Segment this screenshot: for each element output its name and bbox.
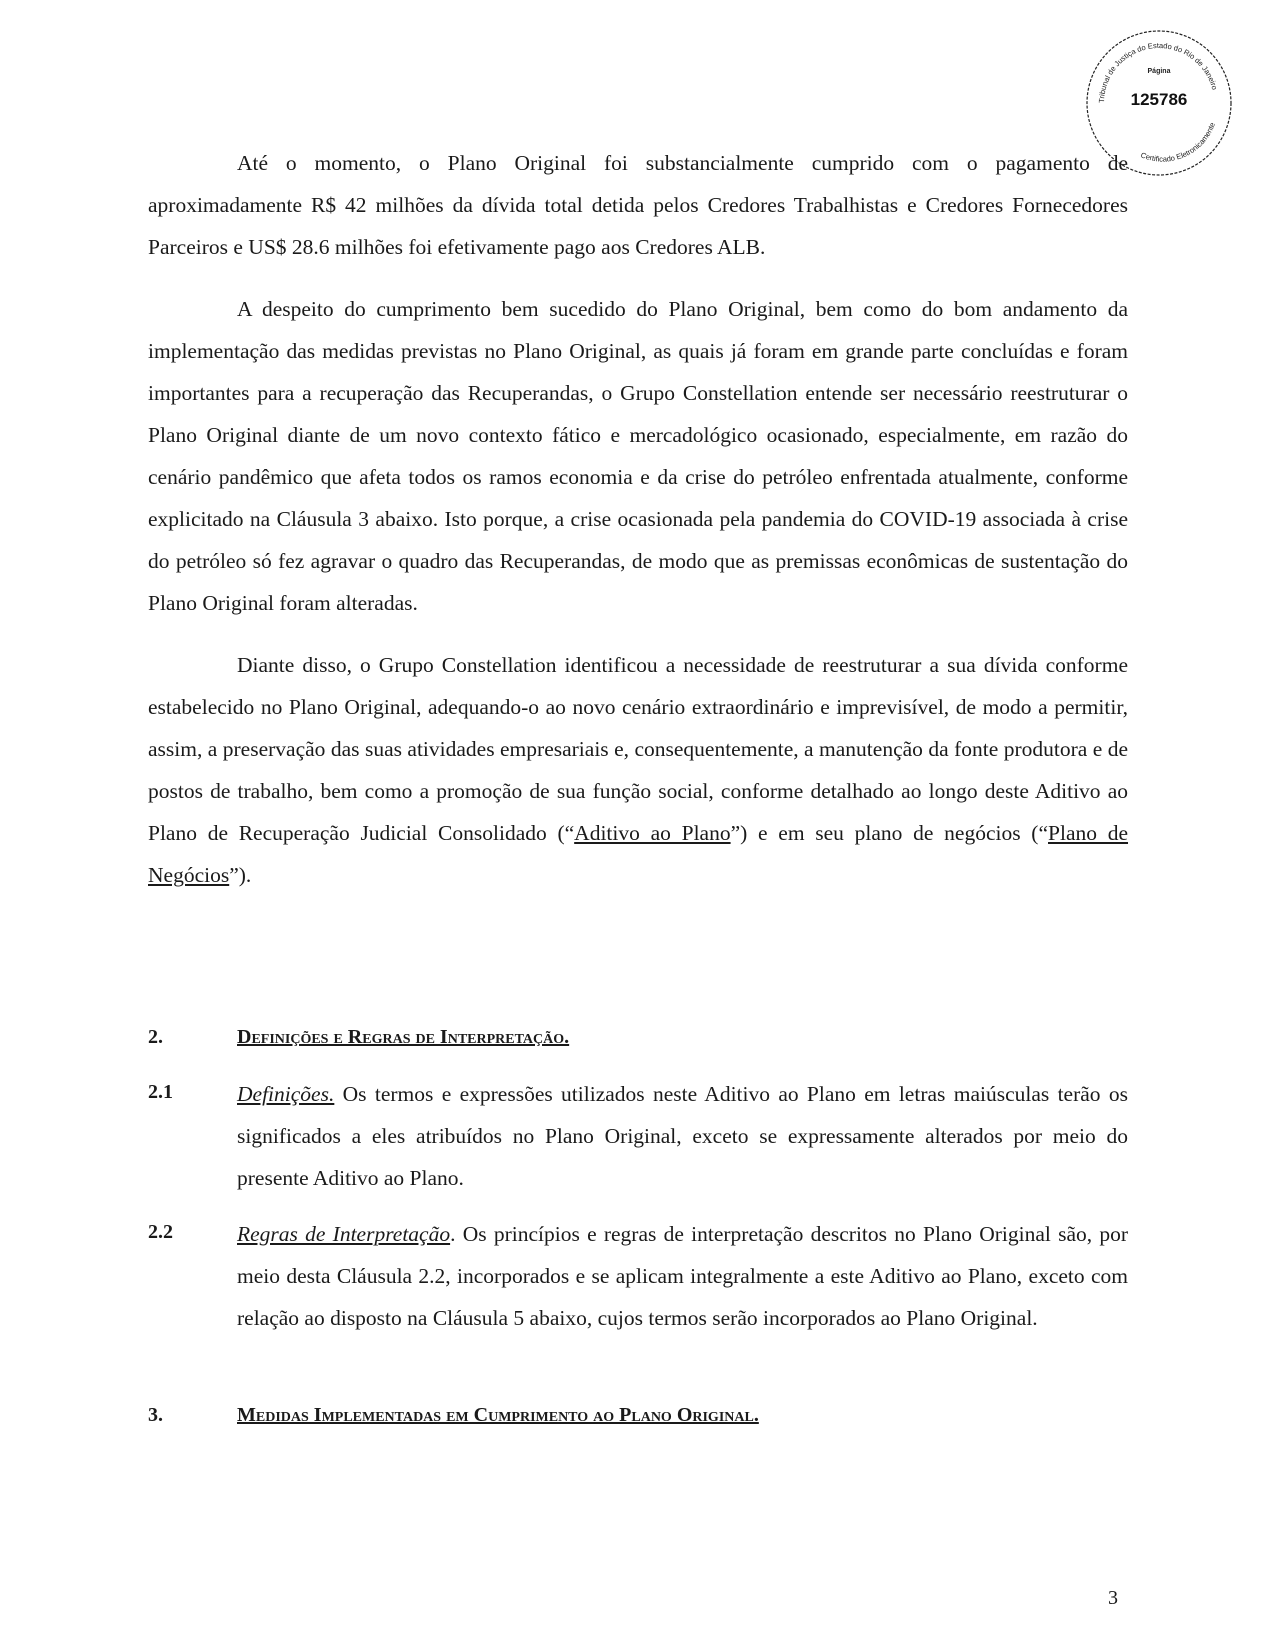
defined-term-aditivo: Aditivo ao Plano [574,821,731,845]
stamp-number: 125786 [1130,90,1188,109]
section-number: 3. [148,1404,163,1426]
section-title: Definições e Regras de Interpretação. [237,1026,570,1048]
clause-text [237,1213,1128,1339]
clause-text [237,1073,1128,1199]
paragraph-1: Até o momento, o Plano Original foi substancialmente cumprido com o pagamento de aproximadamente R$ 42 milhões da dívida total detida pelos Credores Trabalhistas e Credores Fornecedores Parceiros e US$ 28.6 milhões foi efetivamente pago aos Credores ALB. [148,151,1128,259]
paragraph-3-end: ”). [229,863,252,887]
body-text [148,142,1128,916]
clause-body: . Os princípios e regras de interpretação descritos no Plano Original são, por meio desta Cláusula 2.2, incorporados e se aplicam integralmente a este Aditivo ao Plano, exceto com relação ao disposto na Cláusula 5 abaixo, cujos termos serão incorporados ao Plano Original. [237,1222,1129,1330]
clause-heading: Definições. [237,1082,335,1106]
clause-number: 2.1 [148,1081,173,1103]
clause-heading: Regras de Interpretação [237,1222,451,1246]
paragraph-3-text: Diante disso, o Grupo Constellation identificou a necessidade de reestruturar a sua dívida conforme estabelecido no Plano Original, adequando-o ao novo cenário extraordinário e imprevisível, de modo a permitir, assim, a preservação das suas atividades empresariais e, consequentemente, a manutenção da fonte produtora e de postos de trabalho, bem como a promoção de sua função social, conforme detalhado ao longo deste Aditivo ao Plano de Recuperação Judicial Consolidado (“ [148,653,1128,845]
clause-2-2 [148,1213,1128,1339]
stamp-top-text: Tribunal de Justiça do Estado do Rio de Janeiro [1096,40,1220,104]
defined-term-plano-negocios: Plano de Negócios [148,821,1129,887]
clause-body: Os termos e expressões utilizados neste Aditivo ao Plano em letras maiúsculas terão os significados a eles atribuídos no Plano Original, exceto se expressamente alterados por meio do presente Aditivo ao Plano. [237,1082,1128,1190]
paragraph-2: A despeito do cumprimento bem sucedido do Plano Original, bem como do bom andamento da implementação das medidas previstas no Plano Original, as quais já foram em grande parte concluídas e foram importantes para a recuperação das Recuperandas, o Grupo Constellation entende ser necessário reestruturar o Plano Original diante de um novo contexto fático e mercadológico ocasionado, especialmente, em razão do cenário pandêmico que afeta todos os ramos economia e da crise do petróleo enfrentada atualmente, conforme explicitado na Cláusula 3 abaixo. Isto porque, a crise ocasionada pela pandemia do COVID-19 associada à crise do petróleo só fez agravar o quadro das Recuperandas, de modo que as premissas econômicas de sustentação do Plano Original foram alteradas. [148,297,1128,615]
clause-2-1 [148,1073,1128,1199]
stamp-label: Página [1147,68,1171,75]
page-number: 3 [1108,1587,1118,1609]
stamp-bottom-text: Certificado Eletronicamente [1139,121,1217,164]
section-number: 2. [148,1026,163,1048]
paragraph-3 [148,644,1128,896]
paragraph-3-middle: ”) e em seu plano de negócios (“ [730,821,1049,845]
section-title: Medidas Implementadas em Cumprimento ao Plano Original. [237,1404,759,1426]
clause-number: 2.2 [148,1221,173,1243]
